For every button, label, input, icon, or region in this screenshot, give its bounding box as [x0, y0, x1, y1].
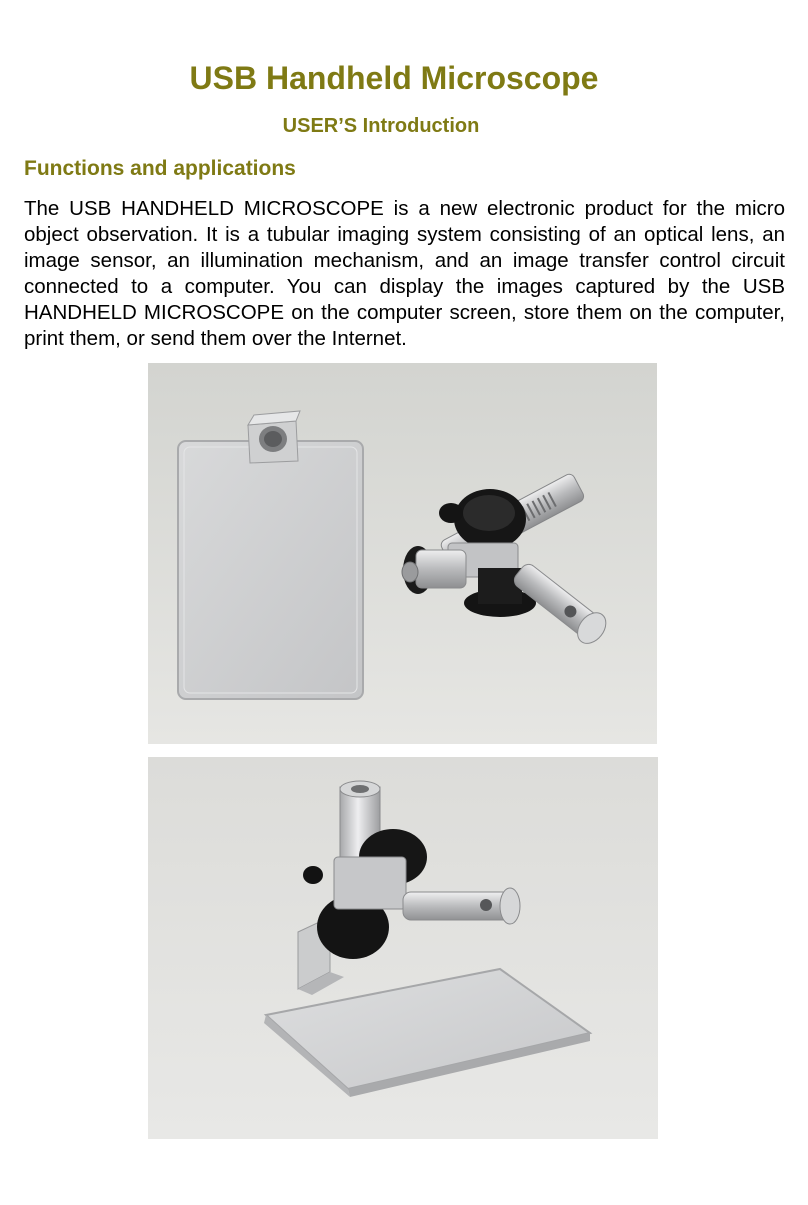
assembled-stand-photo [148, 757, 658, 1139]
intro-paragraph: The USB HANDHELD MICROSCOPE is a new electronic product for the micro object observation. It is a tubular imaging system consisting of an optical lens, an image sensor, an illumination mechanism, and an image transfer control circuit connected to a computer. You can display the images captured by the USB HANDHELD MICROSCOPE on the computer screen, store them on the computer, print them, or send them over the Internet. [24, 197, 785, 350]
section-heading: Functions and applications [24, 157, 296, 180]
horizontal-arm [403, 888, 520, 924]
stand-parts-photo [148, 363, 657, 744]
document-subtitle: USER’S Introduction [282, 115, 480, 137]
base-plate [178, 441, 363, 699]
stand-parts-illustration [148, 363, 657, 744]
post-holder-block [248, 411, 300, 463]
assembled-stand-illustration [148, 757, 658, 1139]
document-title: USB Handheld Microscope [189, 60, 599, 96]
lock-screw [303, 866, 323, 884]
clamp-block [334, 857, 406, 909]
